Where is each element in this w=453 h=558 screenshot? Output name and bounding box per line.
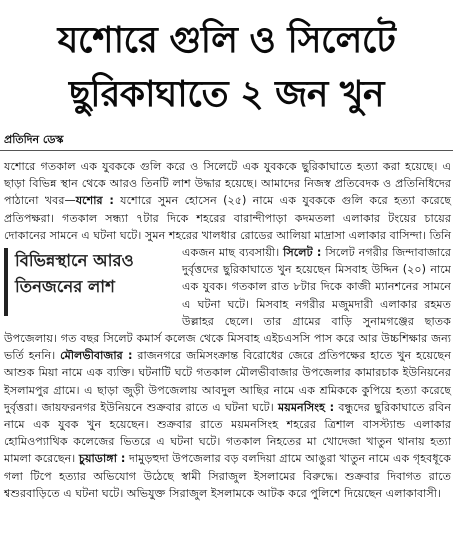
intro-text: যশোরে গতকাল এক যুবককে গুলি করে ও সিলেটে এক যুবককে ছুরিকাঘাতে হত্যা করা হয়েছে। এ ছাড়া বিভিন্ন স্থান থেকে আরও তিনটি লাশ উদ্ধার হয়েছে। আমাদের নিজস্ব প্রতিবেদক ও প্রতিনিধিদের পাঠানো খবর—	[4, 160, 451, 208]
subhead-line-2: তিনজনের লাশ	[15, 277, 115, 297]
mymensingh-text: বন্ধুদের ছুরিকাঘাতে রবিন নামে এক যুবক খুন হয়েছেন। শুক্রবার রাতে ময়মনসিংহ শহরের ত্রিশাল বাসস্ট্যান্ড এলাকার হোমিওপ্যাথিক কলেজের ভিতরে এ ঘটনা ঘটে। গতকাল নিহতের মা খোদেজা খাতুন থানায় হত্যা মামলা করেছেন।	[4, 400, 451, 466]
sylhet-label: সিলেট :	[283, 246, 322, 260]
subhead-box	[4, 248, 174, 316]
jessore-text: যশোরে সুমন হোসেন (২৫) নামে এক যুবককে গুলি করে হত্যা করেছে প্রতিপক্ষরা। গতকাল সন্ধ্যা ৭টার দিকে শহরের বারান্দীপাড়া কদমতলা এলাকার টংয়ের চায়ের দোকানের সামনে এ ঘটনা ঘটে। সুমন শহরের খালধার রোডের আলিয়া মাদ্রাসা এলাকার বাসিন্দা। তিনি একজন মাছ ব্যবসায়ী।	[4, 194, 451, 260]
headline-line-2: ছুরিকাঘাতে ২ জন খুন	[68, 74, 385, 115]
headline	[0, 14, 453, 122]
moulvibazar-label: মৌলভীবাজার :	[60, 349, 133, 363]
sylhet-text: সিলেট নগরীর জিন্দাবাজারে দুর্বৃত্তদের ছুরিকাঘাতে খুন হয়েছেন মিসবাহ উদ্দিন (২০) নামে এক যুবক। গতকাল রাত ৮টার দিকে কাজী ম্যানশনের সামনে এ ঘটনা ঘটে। মিসবাহ নগরীর মজুমদারী এলাকার রহমত উল্লাহর ছেলে। তার গ্রামের বাড়ি সুনামগঞ্জের ছাতক উপজেলায়। গত বছর সিলেট কমার্স কলেজ থেকে মিসবাহ এইচএসসি পাস করে আর উচ্চশিক্ষার জন্য ভর্তি হননি।	[4, 246, 451, 363]
jessore-label: যশোর :	[75, 194, 114, 208]
headline-line-1: যশোরে গুলি ও সিলেটে	[57, 20, 396, 61]
chuadanga-text: দামুড়হুদা উপজেলার বড় বলদিয়া গ্রামে আঙুরা খাতুন নামে এক গৃহবধূকে গলা টিপে হত্যার অভিযোগ উঠেছে স্বামী সিরাজুল ইসলামের বিরুদ্ধে। শুক্রবার দিবাগত রাতে শ্বশুরবাড়িতে এ ঘটনা ঘটে। অভিযুক্ত সিরাজুল ইসলামকে আটক করে পুলিশে দিয়েছেন এলাকাবাসী।	[4, 452, 452, 500]
article-body	[4, 158, 451, 502]
divider	[0, 150, 453, 151]
chuadanga-label: চুয়াডাঙ্গা :	[78, 452, 126, 466]
mymensingh-label: ময়মনসিংহ :	[278, 400, 335, 414]
moulvibazar-text: রাজনগরে জমিসংক্রান্ত বিরোধের জেরে প্রতিপক্ষের হাতে খুন হয়েছেন আশুক মিয়া নামে এক ব্যক্তি। ঘটনাটি ঘটে গতকাল মৌলভীবাজার উপজেলার কামারচাক ইউনিয়নের ইসলামপুর গ্রামে। এ ছাড়া জুড়ী উপজেলায় আবদুল আছির নামে এক শ্রমিককে কুপিয়ে হত্যা করেছে দুর্বৃত্তরা। জায়ফরনগর ইউনিয়নে শুক্রবার রাতে এ ঘটনা ঘটে।	[4, 349, 452, 414]
subhead-line-1: বিভিন্নস্থানে আরও	[15, 251, 134, 271]
byline: প্রতিদিন ডেস্ক	[4, 133, 64, 146]
